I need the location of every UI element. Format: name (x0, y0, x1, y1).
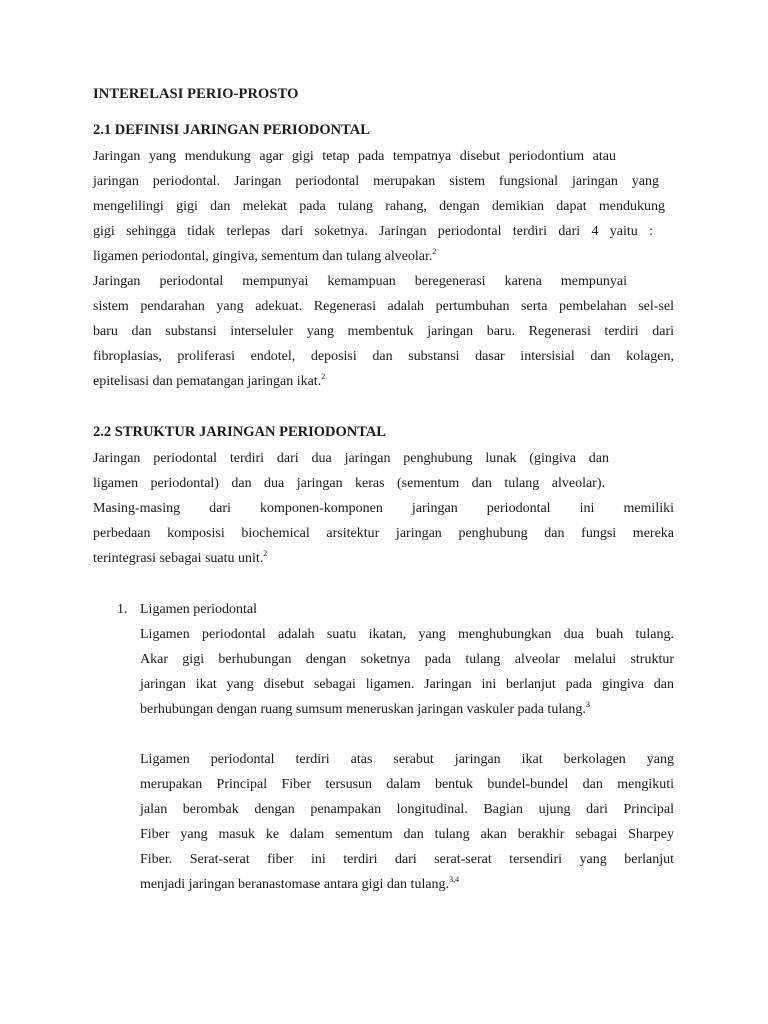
section-heading-definisi: 2.1 DEFINISI JARINGAN PERIODONTAL (93, 122, 370, 138)
citation-superscript: 2 (321, 372, 326, 381)
paragraph-line: Jaringan periodontal terdiri dari dua jaringan penghubung lunak (gingiva dan (93, 451, 609, 466)
citation-superscript: 2 (432, 247, 437, 256)
paragraph-line: jalan berombak dengan penampakan longitudinal. Bagian ujung dari Principal (140, 802, 674, 817)
paragraph-line: Ligamen periodontal adalah suatu ikatan, yang menghubungkan dua buah tulang. (140, 627, 674, 642)
paragraph-line (140, 876, 459, 894)
paragraph-line: Fiber yang masuk ke dalam sementum dan tulang akan berakhir sebagai Sharpey (140, 827, 674, 842)
paragraph-line-text: menjadi jaringan beranastomase antara gigi dan tulang. (140, 877, 450, 892)
paragraph-line: Jaringan yang mendukung agar gigi tetap pada tempatnya disebut periodontium atau (93, 149, 616, 164)
section-heading-struktur: 2.2 STRUKTUR JARINGAN PERIODONTAL (93, 424, 386, 440)
paragraph-line: Fiber. Serat-serat fiber ini terdiri dari serat-serat tersendiri yang berlanjut (140, 852, 674, 867)
paragraph-line-text: berhubungan dengan ruang sumsum meneruskan jaringan vaskuler pada tulang. (140, 702, 586, 717)
paragraph-line: Masing-masing dari komponen-komponen jaringan periodontal ini memiliki (93, 501, 674, 516)
paragraph-line: fibroplasias, proliferasi endotel, deposisi dan substansi dasar intersisial dan kolagen, (93, 349, 674, 364)
paragraph-line: ligamen periodontal) dan dua jaringan keras (sementum dan tulang alveolar). (93, 476, 605, 491)
document-title: INTERELASI PERIO-PROSTO (93, 86, 299, 102)
paragraph-line-text: epitelisasi dan pematangan jaringan ikat. (93, 374, 322, 389)
paragraph-line: gigi sehingga tidak terlepas dari soketnya. Jaringan periodontal terdiri dari 4 yaitu : (93, 224, 653, 239)
paragraph-line (140, 701, 590, 719)
paragraph-line: Jaringan periodontal mempunyai kemampuan beregenerasi karena mempunyai (93, 274, 627, 289)
paragraph-line: perbedaan komposisi biochemical arsitektur jaringan penghubung dan fungsi mereka (93, 526, 674, 541)
list-item-title: Ligamen periodontal (140, 602, 258, 617)
paragraph-line: Ligamen periodontal terdiri atas serabut jaringan ikat berkolagen yang (140, 752, 674, 767)
paragraph-line-text: terintegrasi sebagai suatu unit. (93, 551, 264, 566)
paragraph-line: jaringan ikat yang disebut sebagai ligamen. Jaringan ini berlanjut pada gingiva dan (140, 677, 674, 692)
list-item-number: 1. (117, 602, 128, 617)
citation-superscript: 3,4 (449, 875, 460, 884)
paragraph-line: jaringan periodontal. Jaringan periodontal merupakan sistem fungsional jaringan yang (93, 174, 659, 189)
paragraph-line (93, 550, 267, 568)
citation-superscript: 3 (585, 700, 590, 709)
paragraph-line: Akar gigi berhubungan dengan soketnya pada tulang alveolar melalui struktur (140, 652, 674, 667)
paragraph-line-text: ligamen periodontal, gingiva, sementum dan tulang alveolar. (93, 249, 433, 264)
paragraph-line: baru dan substansi interseluler yang membentuk jaringan baru. Regenerasi terdiri dari (93, 324, 674, 339)
paragraph-line (93, 373, 325, 391)
paragraph-line: sistem pendarahan yang adekuat. Regenerasi adalah pertumbuhan serta pembelahan sel-sel (93, 299, 674, 314)
citation-superscript: 2 (263, 549, 268, 558)
paragraph-line (93, 248, 436, 266)
paragraph-line: merupakan Principal Fiber tersusun dalam bentuk bundel-bundel dan mengikuti (140, 777, 674, 792)
paragraph-line: mengelilingi gigi dan melekat pada tulang rahang, dengan demikian dapat mendukung (93, 199, 665, 214)
